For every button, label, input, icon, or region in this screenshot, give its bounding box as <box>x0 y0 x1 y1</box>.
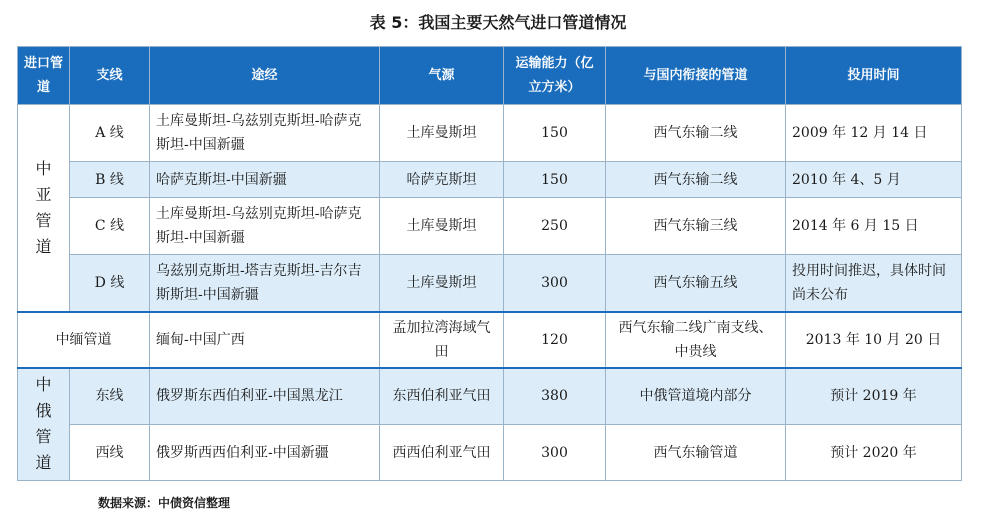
cell-source: 土库曼斯坦 <box>380 198 504 255</box>
cell-date: 2013 年 10 月 20 日 <box>786 312 962 368</box>
table-row <box>18 312 962 368</box>
cell-route: 俄罗斯西西伯利亚-中国新疆 <box>150 425 380 481</box>
cell-capacity: 300 <box>504 255 606 312</box>
cell-route: 哈萨克斯坦-中国新疆 <box>150 162 380 198</box>
header-domestic-link: 与国内衔接的管道 <box>606 47 786 105</box>
cell-link: 西气东输二线 <box>606 105 786 162</box>
group-central-asia: 中亚管道 <box>18 105 70 312</box>
cell-link: 西气东输管道 <box>606 425 786 481</box>
header-pipeline: 进口管道 <box>18 47 70 105</box>
cell-link: 西气东输二线广南支线、中贵线 <box>606 312 786 368</box>
cell-source: 土库曼斯坦 <box>380 255 504 312</box>
header-gas-source: 气源 <box>380 47 504 105</box>
pipeline-table <box>17 46 962 481</box>
cell-date: 2009 年 12 月 14 日 <box>786 105 962 162</box>
cell-link: 中俄管道境内部分 <box>606 368 786 425</box>
cell-route: 乌兹别克斯坦-塔吉克斯坦-吉尔吉斯斯坦-中国新疆 <box>150 255 380 312</box>
header-branch: 支线 <box>70 47 150 105</box>
cell-branch: 东线 <box>70 368 150 425</box>
cell-source: 东西伯利亚气田 <box>380 368 504 425</box>
cell-branch: B 线 <box>70 162 150 198</box>
cell-source: 孟加拉湾海域气田 <box>380 312 504 368</box>
cell-date: 2014 年 6 月 15 日 <box>786 198 962 255</box>
cell-route: 俄罗斯东西伯利亚-中国黑龙江 <box>150 368 380 425</box>
source-note: 数据来源：中债资信整理 <box>98 496 231 510</box>
table-row <box>18 425 962 481</box>
cell-capacity: 120 <box>504 312 606 368</box>
cell-branch: D 线 <box>70 255 150 312</box>
cell-route: 土库曼斯坦-乌兹别克斯坦-哈萨克斯坦-中国新疆 <box>150 198 380 255</box>
cell-source: 土库曼斯坦 <box>380 105 504 162</box>
cell-capacity: 150 <box>504 162 606 198</box>
table-row <box>18 162 962 198</box>
table-row <box>18 105 962 162</box>
table-row <box>18 198 962 255</box>
cell-link: 西气东输五线 <box>606 255 786 312</box>
cell-link: 西气东输二线 <box>606 162 786 198</box>
cell-date: 2010 年 4、5 月 <box>786 162 962 198</box>
table-row <box>18 255 962 312</box>
cell-link: 西气东输三线 <box>606 198 786 255</box>
group-russia: 中俄管道 <box>18 368 70 481</box>
cell-capacity: 300 <box>504 425 606 481</box>
cell-capacity: 380 <box>504 368 606 425</box>
header-route: 途经 <box>150 47 380 105</box>
cell-route: 缅甸-中国广西 <box>150 312 380 368</box>
cell-source: 西西伯利亚气田 <box>380 425 504 481</box>
header-row <box>18 47 962 105</box>
cell-branch: 西线 <box>70 425 150 481</box>
cell-capacity: 250 <box>504 198 606 255</box>
table-title: 表 5：我国主要天然气进口管道情况 <box>369 13 627 32</box>
table-row <box>18 368 962 425</box>
cell-route: 土库曼斯坦-乌兹别克斯坦-哈萨克斯坦-中国新疆 <box>150 105 380 162</box>
cell-date: 投用时间推迟，具体时间尚未公布 <box>786 255 962 312</box>
cell-date: 预计 2019 年 <box>786 368 962 425</box>
cell-date: 预计 2020 年 <box>786 425 962 481</box>
cell-branch: C 线 <box>70 198 150 255</box>
cell-branch: A 线 <box>70 105 150 162</box>
header-capacity: 运输能力（亿立方米） <box>504 47 606 105</box>
cell-source: 哈萨克斯坦 <box>380 162 504 198</box>
group-myanmar: 中缅管道 <box>18 312 150 368</box>
cell-capacity: 150 <box>504 105 606 162</box>
header-operation-date: 投用时间 <box>786 47 962 105</box>
